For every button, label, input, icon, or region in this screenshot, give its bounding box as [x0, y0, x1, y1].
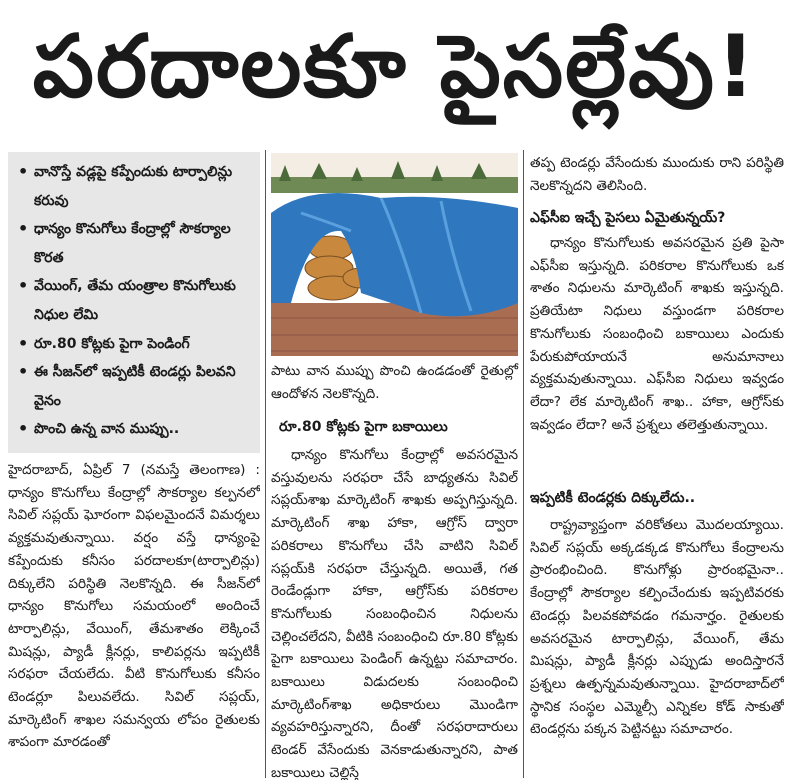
column-3-section-1 [530, 207, 784, 230]
column-2-section [271, 416, 518, 439]
column-2 [271, 360, 518, 405]
subhead-dues: రూ.80 కోట్లకు పైగా బకాయిలు [279, 419, 448, 435]
bullet-icon: • [18, 276, 29, 296]
headline: పరదాలకూ పైసల్లేవు! [32, 17, 758, 117]
column-1-body: హైదరాబాద్‌, ఏప్రిల్‌ 7 (నమస్తే తెలంగాణ) : ధాన్యం కొనుగోలు కేంద్రాల్లో సౌకర్యాల కల్పనలో సివిల్‌ సప్లయ్‌ ఘోరంగా విఫలమైందనే విమర్శలు వ్యక్తమవుతున్నాయి. వర్షం వస్తే ధాన్యంపై కప్పేందుకు కనీసం పరదాలకూ(టార్పాలిన్లు) దిక్కులేని పరిస్థితి నెలకొన్నది. ఈ సీజన్‌లో ధాన్యం కొనుగోలు సమయంలో అందించే టార్పాలిన్లు, వేయింగ్‌, తేమశాతం లెక్కించే మిషన్లు, ప్యాడీ క్లీనర్లు, కాలిపర్లను ఇప్పటికీ సరఫరా చేయలేదు. వీటి కొనుగోలుకు కనీసం టెండర్లూ పిలువలేదు. సివిల్‌ సప్లయ్‌, మార్కెటింగ్‌ శాఖల సమన్వయ లోపం రైతులకు శాపంగా మారడంతో [8, 462, 260, 751]
column-3-body-2-wrap [530, 514, 784, 778]
column-3 [530, 152, 784, 197]
bullet-icon: • [18, 333, 29, 353]
photo-illustration [271, 153, 518, 356]
column-1 [8, 459, 260, 779]
highlight-item: • వానొస్తే వడ్లపై కప్పేందుకు టార్పాలిన్లు కరువు [18, 158, 252, 215]
column-3-body-1: ధాన్యం కొనుగోలుకు అవసరమైన ప్రతి పైసా ఎఫ్‌సీఐ ఇస్తున్నది. పరికరాల కొనుగోలుకు ఒక శాతం నిధులను మార్కెటింగ్‌ శాఖకు ఇస్తున్నది. ప్రతియేటా నిధులు వస్తుండగా పరికరాల కొనుగోలుకు సంబంధించి బకాయిలు ఎందుకు పేరుకుపోయాయనే అనుమానాలు వ్యక్తమవుతున్నాయి. ఎఫ్‌సీఐ నిధులు ఇవ్వడం లేదా? లేక మార్కెటింగ్‌ శాఖ.. హాకా, ఆగ్రోస్‌కు ఇవ్వడం లేదా? అనే ప్రశ్నలు తలెత్తుతున్నాయి. [530, 235, 784, 433]
column-divider-right [523, 150, 524, 778]
column-3-section-2 [530, 487, 784, 510]
column-divider-left [265, 150, 266, 778]
bullet-icon: • [18, 362, 29, 382]
highlight-item: • ఈ సీజన్‌లో ఇప్పటికీ టెండర్లు పిలవని వైనం [18, 358, 252, 415]
highlight-item: • ధాన్యం కొనుగోలు కేంద్రాల్లో సౌకర్యాల కొరత [18, 215, 252, 272]
column-2-body: ధాన్యం కొనుగోలు కేంద్రాల్లో అవసరమైన వస్తువులను సరఫరా చేసే బాధ్యతను సివిల్‌ సప్లయ్‌శాఖ మార్కెటింగ్‌ శాఖకు అప్పగిస్తున్నది. మార్కెటింగ్‌ శాఖ హాకా, ఆగ్రోస్‌ ద్వారా పరికరాలు కొనుగోలు చేసి వాటిని సివిల్‌ సప్లయ్‌కి సరఫరా చేస్తున్నది. అయితే, గత రెండేండ్లుగా హాకా, ఆగ్రోస్‌కు పరికరాల కొనుగోలుకు సంబంధించిన నిధులను చెల్లించలేదని, వీటికి సంబంధించి రూ.80 కోట్లకు పైగా బకాయిలు పెండింగ్‌ ఉన్నట్టు సమాచారం. బకాయిలు విడుదలకు సంబంధించి మార్కెటింగ్‌శాఖ అధికారులు మొండిగా వ్యవహరిస్తున్నారని, దీంతో సరఫరాదారులు టెండర్‌ వేసేందుకు వెనకాడుతున్నారని, పాత బకాయిలు చెల్లిస్తే [271, 447, 518, 780]
highlights-box [8, 152, 260, 453]
column-3-body-1-wrap [530, 232, 784, 480]
column-2-body-wrap [271, 444, 518, 780]
highlights-list [8, 152, 260, 444]
highlight-item: • పొంచి ఉన్న వాన ముప్పు.. [18, 415, 252, 444]
bullet-icon: • [18, 219, 29, 239]
subhead-fci: ఎఫ్‌సీఐ ఇచ్చే పైసలు ఏమైతున్నయ్‌? [530, 210, 726, 226]
bullet-icon: • [18, 419, 29, 439]
tarpaulin-covered-grain-photo [271, 153, 518, 356]
highlight-item: • వేయింగ్‌, తేమ యంత్రాల కొనుగోలుకు నిధుల లేమి [18, 272, 252, 329]
bullet-icon: • [18, 162, 29, 181]
column-2-top: పాటు వాన ముప్పు పొంచి ఉండడంతో రైతుల్లో ఆందోళన నెలకొన్నది. [271, 363, 518, 402]
highlight-item: • రూ.80 కోట్లకు పైగా పెండింగ్‌ [18, 330, 252, 359]
column-3-body-2: రాష్ట్రవ్యాప్తంగా వరికోతలు మొదలయ్యాయి. సివిల్‌ సప్లయ్‌ అక్కడక్కడ కొనుగోలు కేంద్రాలను ప్రారంభించింది. కొనుగోళ్లు ప్రారంభమైనా.. కేంద్రాల్లో సౌకర్యాల కల్పించేందుకు ఇప్పటివరకు టెండర్లు పిలవకపోవడం గమనార్హం. రైతులకు అవసరమైన టార్పాలిన్లు, వేయింగ్‌, తేమ మిషన్లు, ప్యాడీ క్లీనర్లు ఎప్పుడు అందిస్తారనే ప్రశ్నలు ఉత్పన్నమవుతున్నాయి. హైదరాబాద్‌లో స్థానిక సంస్థల ఎమ్మెల్సీ ఎన్నికల కోడ్‌ సాకుతో టెండర్లను పక్కన పెట్టినట్టు సమాచారం. [530, 517, 784, 738]
subhead-tenders: ఇప్పటికీ టెండర్లకు దిక్కులేదు.. [530, 490, 696, 506]
column-3-top: తప్ప టెండర్లు వేసేందుకు ముందుకు రాని పరిస్థితి నెలకొన్నదని తెలిసింది. [530, 155, 784, 194]
